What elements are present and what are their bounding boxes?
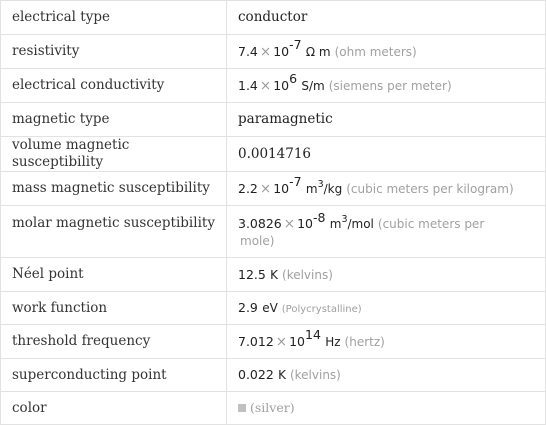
unit: K (270, 267, 279, 282)
unit: eV (262, 300, 278, 315)
row-value (227, 172, 546, 206)
table-row (1, 1, 546, 35)
mantissa: 3.0826 (238, 216, 282, 231)
unit-note-continued: mole) (240, 234, 275, 248)
row-label: volume magnetic susceptibility (1, 137, 227, 172)
power-base: 10 (297, 216, 313, 231)
row-value (227, 137, 546, 172)
power-base: 10 (273, 180, 290, 196)
row-value (227, 258, 546, 292)
table-row (1, 392, 546, 425)
unit-note: (hertz) (344, 334, 385, 349)
unit-note: (siemens per meter) (328, 78, 452, 93)
table-row (1, 137, 546, 172)
row-label: resistivity (1, 35, 227, 69)
exponent: -7 (289, 174, 302, 189)
exponent: -7 (289, 37, 302, 52)
row-label: mass magnetic susceptibility (1, 172, 227, 206)
unit-note: (Polycrystalline) (281, 303, 362, 315)
row-value (227, 35, 546, 69)
row-label: Néel point (1, 258, 227, 292)
exponent: -8 (312, 209, 326, 225)
row-value (227, 359, 546, 392)
row-label: superconducting point (1, 359, 227, 392)
unit-note: (kelvins) (289, 368, 341, 382)
unit-exponent: 3 (317, 178, 324, 190)
row-value (227, 206, 546, 258)
table-row (1, 292, 546, 325)
unit-suffix: /kg (323, 181, 343, 196)
unit-exponent: 3 (341, 214, 348, 225)
exponent: 6 (289, 71, 298, 86)
table-row (1, 103, 546, 137)
table-row (1, 206, 546, 258)
value-text: 0.0014716 (238, 145, 312, 162)
row-label: magnetic type (1, 103, 227, 137)
table-row (1, 172, 546, 206)
row-value (227, 292, 546, 325)
unit-base: m (329, 217, 342, 231)
row-value (227, 392, 546, 425)
times-symbol: × (275, 333, 288, 350)
unit: Ω m (305, 44, 331, 59)
row-label: electrical conductivity (1, 69, 227, 103)
value-text: conductor (238, 9, 308, 25)
unit (329, 214, 374, 231)
times-symbol: × (259, 180, 272, 197)
exponent: 14 (305, 327, 321, 342)
unit-note: (cubic meters per kilogram) (346, 181, 514, 196)
unit: K (278, 368, 286, 382)
mantissa: 7.4 (238, 43, 258, 59)
times-symbol: × (283, 216, 296, 232)
table-row (1, 325, 546, 359)
times-symbol: × (259, 77, 272, 94)
row-label: color (1, 392, 227, 425)
unit-note: (ohm meters) (334, 44, 417, 59)
power-base: 10 (273, 77, 290, 93)
row-label: work function (1, 292, 227, 325)
row-label: threshold frequency (1, 325, 227, 359)
color-name: (silver) (250, 400, 295, 415)
row-label: molar magnetic susceptibility (1, 206, 227, 258)
unit: S/m (301, 78, 325, 93)
mantissa: 2.2 (238, 180, 258, 196)
times-symbol: × (259, 43, 272, 60)
power-base: 10 (273, 43, 290, 59)
table-row (1, 35, 546, 69)
unit-note: (cubic meters per (377, 217, 485, 231)
table-row (1, 258, 546, 292)
mantissa: 7.012 (238, 333, 274, 349)
row-value (227, 325, 546, 359)
value-number: 0.022 (238, 367, 274, 382)
row-value (227, 103, 546, 137)
value-number: 2.9 (238, 299, 258, 315)
value-number: 12.5 (238, 266, 266, 282)
row-label: electrical type (1, 1, 227, 35)
table-row (1, 69, 546, 103)
unit: Hz (325, 334, 341, 349)
row-value (227, 69, 546, 103)
unit-base: m (305, 181, 318, 196)
mantissa: 1.4 (238, 77, 258, 93)
unit-suffix: /mol (347, 217, 374, 231)
table-row (1, 359, 546, 392)
value-text: paramagnetic (238, 111, 333, 127)
unit-note: (kelvins) (282, 267, 333, 282)
color-swatch (238, 404, 246, 412)
unit (305, 178, 343, 196)
row-value (227, 1, 546, 35)
power-base: 10 (289, 333, 306, 349)
